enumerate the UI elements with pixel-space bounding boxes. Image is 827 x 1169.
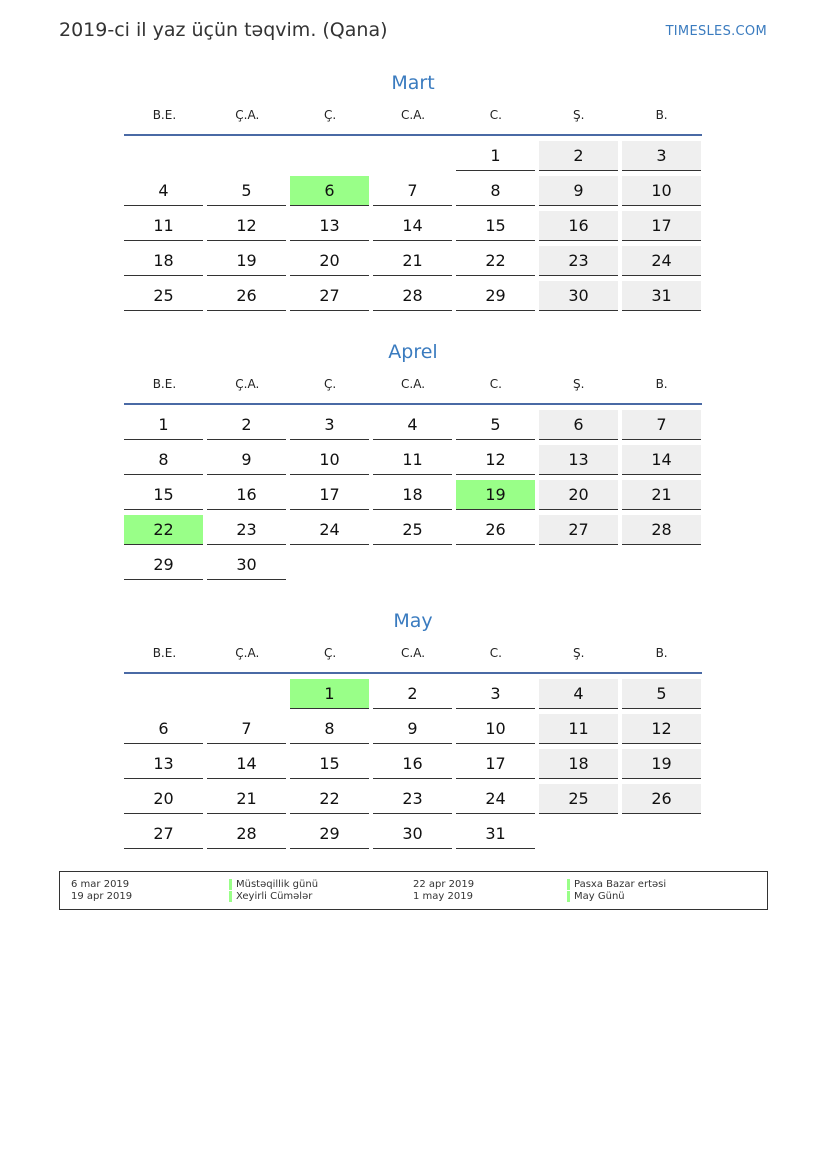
weekend-day-cell: 12 [622,714,701,744]
day-cell: 9 [373,714,452,744]
day-cell: 18 [373,480,452,510]
day-cell: 7 [207,714,286,744]
day-grid [124,410,703,580]
weekend-day-cell: 28 [622,515,701,545]
day-cell: 18 [124,246,203,276]
empty-cell [373,141,452,171]
day-cell: 31 [456,819,535,849]
day-cell: 7 [373,176,452,206]
day-cell: 1 [124,410,203,440]
weekend-day-cell: 18 [539,749,618,779]
day-cell: 2 [373,679,452,709]
day-cell: 5 [207,176,286,206]
weekday-header [123,373,703,395]
weekend-day-cell: 5 [622,679,701,709]
month-march [123,69,703,311]
weekday-label: Ç.A. [235,646,260,660]
day-cell: 10 [290,445,369,475]
day-cell: 26 [456,515,535,545]
weekend-day-cell: 17 [622,211,701,241]
holiday-marker [229,891,232,902]
weekend-day-cell: 16 [539,211,618,241]
weekday-label: Ş. [573,108,585,122]
legend-holiday-name: Pasxa Bazar ertəsi [574,879,667,890]
day-cell: 22 [290,784,369,814]
month-may [123,607,703,849]
weekday-label: Ç. [324,377,337,391]
holiday-day-cell: 19 [456,480,535,510]
weekend-day-cell: 19 [622,749,701,779]
day-cell: 1 [456,141,535,171]
day-cell: 30 [373,819,452,849]
weekday-label: C.A. [401,377,426,391]
holiday-marker [567,891,570,902]
day-cell: 20 [290,246,369,276]
weekday-label: Ç. [324,108,337,122]
day-cell: 29 [290,819,369,849]
weekday-label: C.A. [401,108,426,122]
holiday-marker [567,879,570,890]
header-divider [124,134,702,136]
day-cell: 8 [124,445,203,475]
day-cell: 6 [124,714,203,744]
holiday-marker [229,879,232,890]
day-cell: 15 [124,480,203,510]
weekend-day-cell: 20 [539,480,618,510]
header-divider [124,672,702,674]
day-cell: 14 [373,211,452,241]
weekend-day-cell: 6 [539,410,618,440]
day-cell: 27 [290,281,369,311]
empty-cell [124,679,203,709]
holiday-day-cell: 22 [124,515,203,545]
weekend-day-cell: 14 [622,445,701,475]
day-cell: 21 [373,246,452,276]
day-cell: 14 [207,749,286,779]
day-cell: 13 [290,211,369,241]
day-cell: 22 [456,246,535,276]
weekend-day-cell: 3 [622,141,701,171]
day-cell: 17 [290,480,369,510]
day-cell: 16 [373,749,452,779]
day-cell: 19 [207,246,286,276]
day-cell: 20 [124,784,203,814]
day-cell: 17 [456,749,535,779]
day-cell: 28 [207,819,286,849]
day-cell: 9 [207,445,286,475]
empty-cell [207,141,286,171]
legend-date: 19 apr 2019 [71,891,133,902]
holiday-legend [59,871,768,910]
weekend-day-cell: 26 [622,784,701,814]
day-cell: 25 [373,515,452,545]
legend-holiday-name: Müstəqillik günü [236,879,319,890]
month-title: May [393,610,433,632]
month-april [123,338,703,580]
day-cell: 15 [456,211,535,241]
weekday-label: B. [655,108,668,122]
day-cell: 5 [456,410,535,440]
weekday-label: Ç.A. [235,377,260,391]
day-cell: 15 [290,749,369,779]
day-cell: 25 [124,281,203,311]
day-cell: 29 [456,281,535,311]
header-divider [124,403,702,405]
weekday-label: C. [489,377,502,391]
day-cell: 26 [207,281,286,311]
weekday-label: Ş. [573,646,585,660]
day-cell: 24 [456,784,535,814]
site-link[interactable]: TIMESLES.COM [665,24,767,39]
weekend-day-cell: 24 [622,246,701,276]
weekend-day-cell: 7 [622,410,701,440]
month-title: Aprel [388,341,438,363]
weekend-day-cell: 25 [539,784,618,814]
day-cell: 16 [207,480,286,510]
day-cell: 23 [373,784,452,814]
weekday-label: Ç. [324,646,337,660]
empty-cell [290,141,369,171]
day-cell: 23 [207,515,286,545]
legend-holiday-name: May Günü [574,891,625,902]
day-cell: 3 [456,679,535,709]
day-cell: 13 [124,749,203,779]
day-cell: 2 [207,410,286,440]
day-cell: 27 [124,819,203,849]
weekday-label: B.E. [152,108,177,122]
weekend-day-cell: 31 [622,281,701,311]
empty-cell [207,679,286,709]
month-title: Mart [391,72,435,94]
weekend-day-cell: 2 [539,141,618,171]
legend-date: 1 may 2019 [413,891,473,902]
day-cell: 10 [456,714,535,744]
day-cell: 11 [373,445,452,475]
weekday-label: B. [655,377,668,391]
weekend-day-cell: 4 [539,679,618,709]
legend-date: 22 apr 2019 [413,879,475,890]
holiday-day-cell: 1 [290,679,369,709]
day-grid [124,679,703,849]
weekday-header [123,642,703,664]
weekend-day-cell: 10 [622,176,701,206]
weekend-day-cell: 13 [539,445,618,475]
weekday-label: C.A. [401,646,426,660]
weekday-label: C. [489,108,502,122]
day-cell: 4 [373,410,452,440]
weekday-label: B.E. [152,377,177,391]
weekend-day-cell: 11 [539,714,618,744]
day-cell: 24 [290,515,369,545]
weekday-label: Ş. [573,377,585,391]
weekday-label: B. [655,646,668,660]
weekend-day-cell: 23 [539,246,618,276]
empty-cell [124,141,203,171]
weekday-label: C. [489,646,502,660]
day-cell: 3 [290,410,369,440]
day-cell: 8 [290,714,369,744]
page-title: 2019-ci il yaz üçün təqvim. (Qana) [59,19,388,41]
weekend-day-cell: 30 [539,281,618,311]
legend-date: 6 mar 2019 [71,879,130,890]
day-cell: 11 [124,211,203,241]
day-cell: 12 [456,445,535,475]
day-cell: 28 [373,281,452,311]
day-cell: 8 [456,176,535,206]
legend-holiday-name: Xeyirli Cümələr [236,891,313,902]
day-cell: 4 [124,176,203,206]
weekday-label: B.E. [152,646,177,660]
day-cell: 21 [207,784,286,814]
weekend-day-cell: 21 [622,480,701,510]
holiday-day-cell: 6 [290,176,369,206]
day-cell: 12 [207,211,286,241]
weekday-header [123,104,703,126]
weekend-day-cell: 27 [539,515,618,545]
weekend-day-cell: 9 [539,176,618,206]
day-grid [124,141,703,311]
day-cell: 30 [207,550,286,580]
weekday-label: Ç.A. [235,108,260,122]
day-cell: 29 [124,550,203,580]
